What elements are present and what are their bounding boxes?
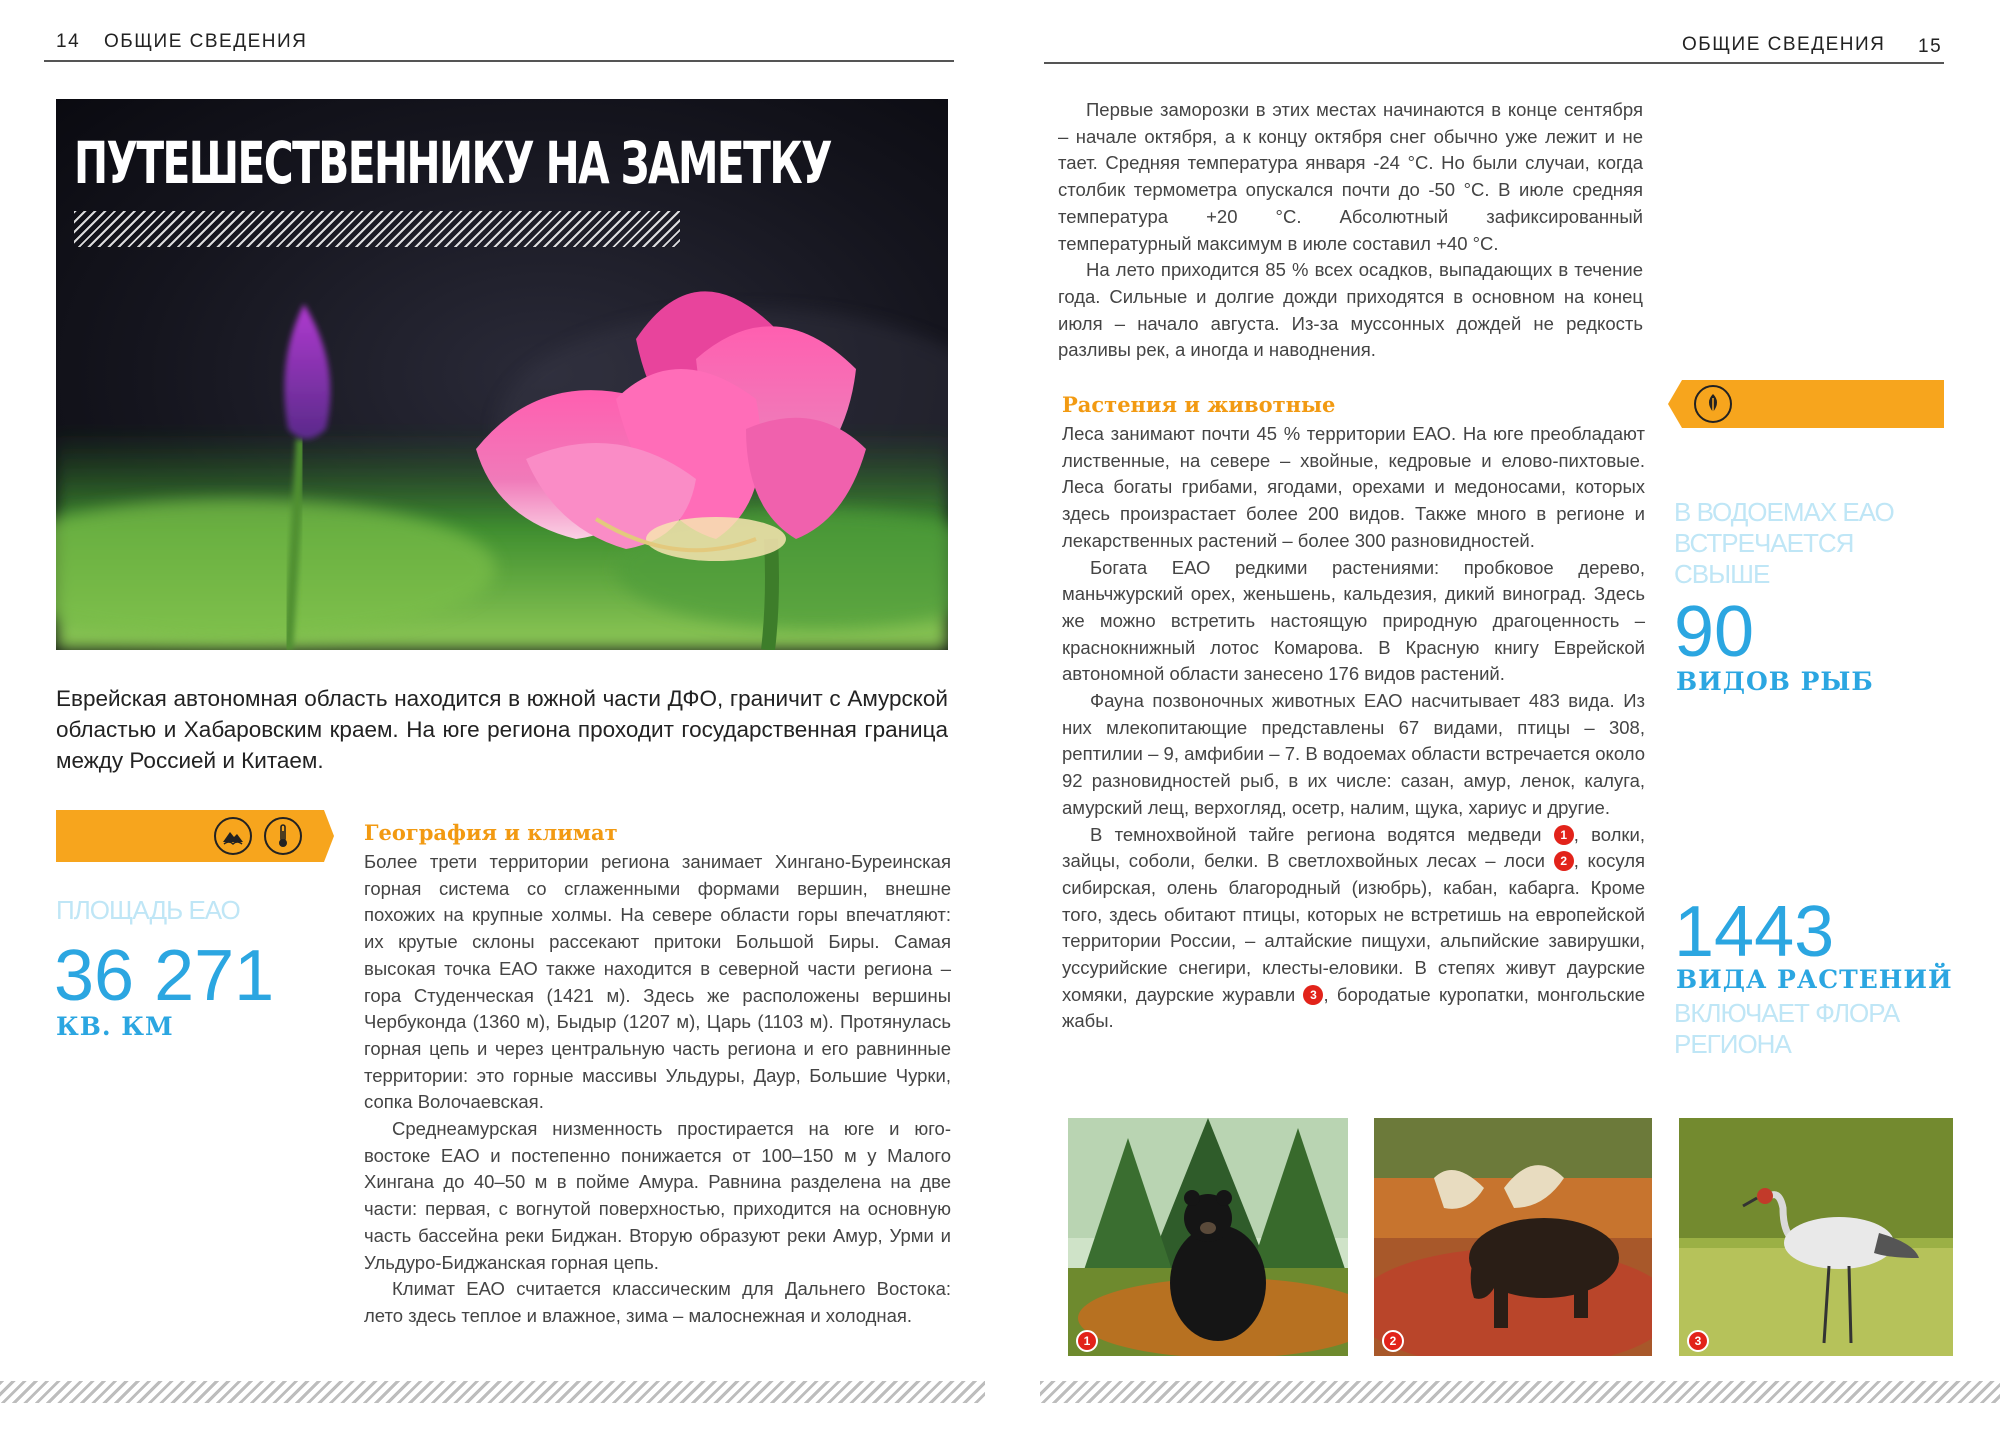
stat-plants-unit: ВИДА РАСТЕНИЙ <box>1676 965 1953 994</box>
stat-fish-unit: ВИДОВ РЫБ <box>1676 667 1874 696</box>
photo-bear <box>1068 1118 1348 1356</box>
photo-ref-marker: 1 <box>1554 825 1574 845</box>
page-number-left: 14 <box>56 31 81 52</box>
header-rule-right <box>1044 62 1944 64</box>
photo-moose <box>1374 1118 1652 1356</box>
stat-fish-value: 90 <box>1674 592 1755 672</box>
hero-title-hatch <box>74 211 680 247</box>
photo-ref-marker: 2 <box>1554 851 1574 871</box>
stat-area-label: ПЛОЩАДЬ ЕАО <box>56 895 240 925</box>
photo-number-badge: 1 <box>1076 1330 1098 1352</box>
leaf-icon <box>1694 385 1732 423</box>
paragraph: Климат ЕАО считается классическим для Дальнего Востока: лето здесь теплое и влажное, зима – малоснежная и холодная. <box>364 1278 951 1326</box>
paragraph: На лето приходится 85 % всех осадков, выпадающих в течение года. Сильные и долгие дожди приходятся в основном на конец июля – начало августа. Из-за муссонных дождей не редкость разливы рек, а иногда и наводнения. <box>1058 259 1643 361</box>
bear-illustration <box>1068 1118 1348 1356</box>
paragraph: Леса занимают почти 45 % территории ЕАО. На юге преобладают лиственные, на севере – хвойные, кедровые и елово-пихтовые. Леса богаты грибами, ягодами, орехами и медоносами, которых здесь произрастает более 200 видов. Также много в регионе и лекарственных растений – более 300 разновидностей. <box>1062 423 1645 551</box>
page-number-right: 15 <box>1918 36 1943 57</box>
moose-illustration <box>1374 1118 1652 1356</box>
stat-plants-value: 1443 <box>1674 892 1835 972</box>
thermometer-icon <box>264 817 302 855</box>
running-head-left: ОБЩИЕ СВЕДЕНИЯ <box>104 31 308 52</box>
stat-plants-label: ВКЛЮЧАЕТ ФЛОРА РЕГИОНА <box>1674 998 1900 1059</box>
stat-area-value: 36 271 <box>54 936 275 1016</box>
paragraph: Среднеамурская низменность простирается на юге и юго-востоке ЕАО и постепенно понижается от 100–150 м у Малого Хингана до 40–50 м в пойме Амура. Равнина разделена на две части: первая, с вогнутой поверхностью, приходится на основную часть бассейна реки Биджан. Вторую образуют реки Амур, Урми и Ульдуро-Биджанская горная цепь. <box>364 1118 951 1273</box>
intro-paragraph: Еврейская автономная область находится в южной части ДФО, граничит с Амурской областью и Хабаровским краем. На юге региона проходит государственная граница между Россией и Китаем. <box>56 686 948 773</box>
paragraph: Богата ЕАО редкими растениями: пробковое дерево, маньчжурский орех, женьшень, кальдезия, дикий виноград. Здесь же можно встретить настоящую природную драгоценность – краснокнижный лотос Комарова. В Красную книгу Еврейской автономной области занесено 176 видов растений. <box>1062 556 1645 685</box>
photo-number-badge: 3 <box>1687 1330 1709 1352</box>
geography-text <box>364 849 951 1330</box>
climate-text <box>1058 97 1643 364</box>
section-title-geography: География и климат <box>364 820 618 845</box>
stat-area-unit: КВ. КМ <box>56 1012 174 1041</box>
hero-photo-lotus <box>56 99 948 650</box>
fauna-paragraph <box>1062 822 1645 1036</box>
photo-crane <box>1679 1118 1953 1356</box>
fauna-text: , волки, зайцы, соболи, белки. В светлохвойных лесах – лоси <box>1062 823 1645 872</box>
running-head-right: ОБЩИЕ СВЕДЕНИЯ <box>1682 34 1886 55</box>
footer-hatch-right <box>1040 1381 2000 1403</box>
crane-illustration <box>1679 1118 1953 1356</box>
footer-hatch-left <box>0 1381 985 1403</box>
fauna-text: В темнохвойной тайге региона водятся медведи <box>1090 823 1542 845</box>
header-rule-left <box>44 60 954 62</box>
section-title-flora-fauna: Растения и животные <box>1062 392 1336 417</box>
paragraph: Первые заморозки в этих местах начинаются в конце сентября – начале октября, а к концу октября снег обычно уже лежит и не тает. Средняя температура января -24 °С. Но были случаи, когда столбик термометра опускался почти до -50 °С. В июле средняя температура +20 °С. Абсолютный зафиксированный температурный максимум в июле составил +40 °С. <box>1058 99 1643 254</box>
photo-ref-marker: 3 <box>1303 985 1323 1005</box>
photo-number-badge: 2 <box>1382 1330 1404 1352</box>
flora-fauna-text <box>1062 421 1645 1035</box>
fauna-text: , бородатые куропатки, монгольские жабы. <box>1062 983 1646 1032</box>
paragraph: Фауна позвоночных животных ЕАО насчитывает 483 вида. Из них млекопитающие представлены 67 видами, птицы – 308, рептилии – 9, амфибии – 7. В водоемах области встречается около 92 разновидностей рыб, в их числе: сазан, амур, ленок, калуга, амурский лещ, верхогляд, осетр, налим, щука, хариус и другие. <box>1062 690 1645 818</box>
mountain-icon <box>214 817 252 855</box>
fauna-text: , косуля сибирская, олень благородный (изюбрь), кабан, кабарга. Кроме того, здесь обитают птицы, которых не встретишь на европейской территории России, – алтайские пищухи, альпийские завирушки, уссурийские снегири, клесты-еловики. В степях живут даурские хомяки, даурские журавли <box>1062 850 1646 1005</box>
stat-fish-label: В ВОДОЕМАХ ЕАО ВСТРЕЧАЕТСЯ СВЫШЕ <box>1674 497 1894 589</box>
paragraph: Более трети территории региона занимает Хингано-Буреинская горная система со сглаженными формами вершин, внешне похожих на крупные холмы. На севере области горы впечатляют: их крутые склоны рассекают притоки Большой Биры. Самая высокая точка ЕАО также находится в северной части региона – гора Студенческая (1421 м). Здесь же расположены вершины Чербуконда (1360 м), Быдыр (1207 м), Царь (1103 м). Протянулась горная цепь и через центральную часть региона и его равнинные территории: это горные массивы Ульдуры, Даур, Большие Чурки, сопка Волочаевская. <box>364 851 951 1113</box>
hero-title: ПУТЕШЕСТВЕННИКУ НА ЗАМЕТКУ <box>74 129 831 197</box>
